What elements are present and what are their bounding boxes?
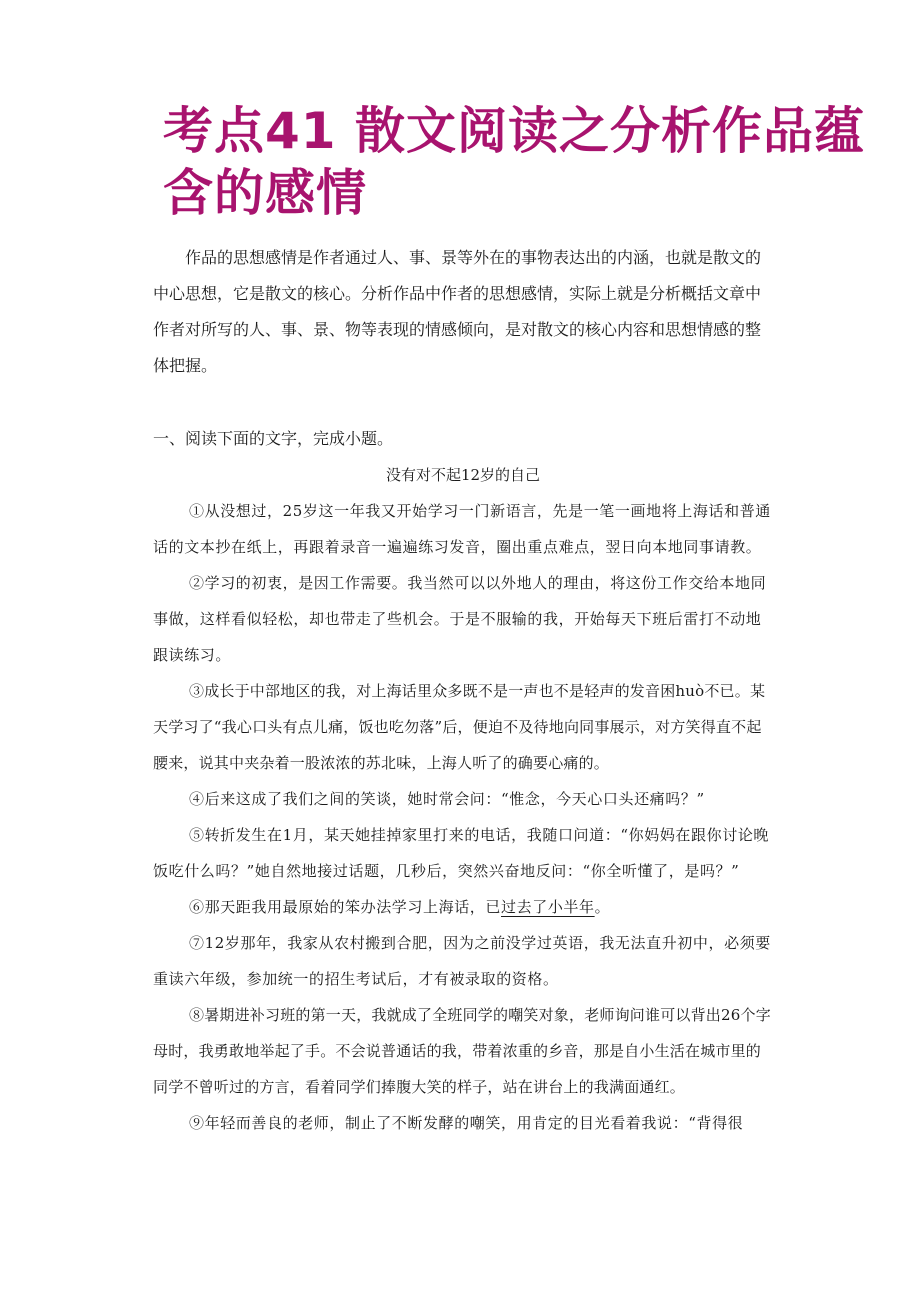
article-body [153, 493, 773, 1141]
title-line-1: 考点41 散文阅读之分析作品蕴 [163, 102, 865, 160]
article-paragraph-6 [153, 889, 773, 925]
intro-section [153, 240, 773, 384]
article-paragraph-2: ②学习的初衷，是因工作需要。我当然可以以外地人的理由，将这份工作交给本地同事做，这样看似轻松，却也带走了些机会。于是不服输的我，开始每天下班后雷打不动地跟读练习。 [153, 574, 767, 664]
article-paragraph-8: ⑧暑期进补习班的第一天，我就成了全班同学的嘲笑对象，老师询问谁可以背出26个字母时，我勇敢地举起了手。不会说普通话的我，带着浓重的乡音，那是自小生活在城市里的同学不曾听过的方言，看着同学们捧腹大笑的样子，站在讲台上的我满面通红。 [153, 1006, 771, 1096]
paragraph-6-underlined: 过去了小半年 [501, 898, 595, 916]
intro-paragraph: 作品的思想感情是作者通过人、事、景等外在的事物表达出的内涵，也就是散文的中心思想，它是散文的核心。分析作品中作者的思想感情，实际上就是分析概括文章中作者对所写的人、事、景、物等表现的情感倾向，是对散文的核心内容和思想情感的整体把握。 [153, 248, 762, 375]
article-paragraph-7: ⑦12岁那年，我家从农村搬到合肥，因为之前没学过英语，我无法直升初中，必须要重读六年级，参加统一的招生考试后，才有被录取的资格。 [153, 934, 771, 988]
article-paragraph-4: ④后来这成了我们之间的笑谈，她时常会问：“惟念，今天心口头还痛吗？” [189, 790, 705, 808]
article-paragraph-5: ⑤转折发生在1月，某天她挂掉家里打来的电话，我随口问道：“你妈妈在跟你讨论晚饭吃什么吗？”她自然地接过话题，几秒后，突然兴奋地反问：“你全听懂了，是吗？” [153, 826, 770, 880]
article-paragraph-3: ③成长于中部地区的我，对上海话里众多既不是一声也不是轻声的发音困huò不已。某天学习了“我心口头有点儿痛，饭也吃勿落”后，便迫不及待地向同事展示，对方笑得直不起腰来，说其中夹杂着一股浓浓的苏北味，上海人听了的确要心痛的。 [153, 682, 766, 772]
article-paragraph-1: ①从没想过，25岁这一年我又开始学习一门新语言，先是一笔一画地将上海话和普通话的文本抄在纸上，再跟着录音一遍遍练习发音，圈出重点难点，翌日向本地同事请教。 [153, 502, 771, 556]
paragraph-6-text-a: ⑥那天距我用最原始的笨办法学习上海话，已 [189, 898, 502, 916]
article-paragraph-9: ⑨年轻而善良的老师，制止了不断发酵的嘲笑，用肯定的目光看着我说：“背得很 [189, 1114, 744, 1132]
question-heading: 一、阅读下面的文字，完成小题。 [153, 429, 394, 448]
page-title [163, 100, 865, 224]
article-title: 没有对不起12岁的自己 [385, 466, 541, 484]
title-line-2: 含的感情 [163, 164, 367, 222]
paragraph-6-text-b: 。 [594, 898, 611, 916]
